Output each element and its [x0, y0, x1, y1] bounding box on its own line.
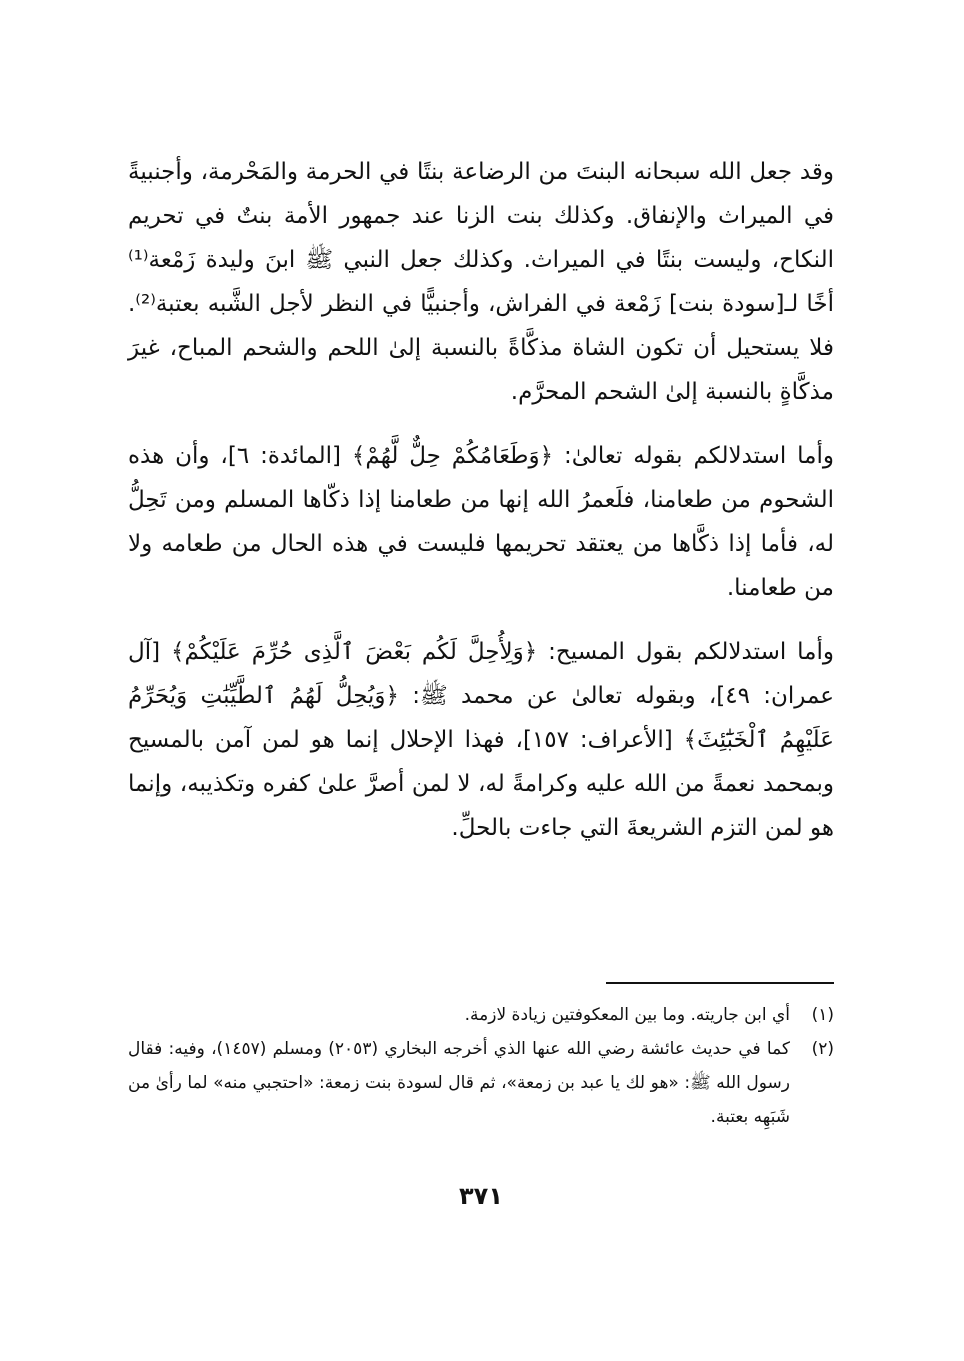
main-text [128, 150, 834, 850]
footnote-1 [128, 998, 834, 1032]
paragraph-2: وأما استدلالكم بقوله تعالىٰ: ﴿وَطَعَامُكُمْ حِلٌّ لَّهُمْ﴾ [المائدة: ٦]، وأن هذه الشحوم من طعامنا، فلَعمرُ الله إنها من طعامنا إذا ذكّاها المسلم ومن تَحِلُّ له، فأما إذا ذكَّاها من يعتقد تحريمها فليست في هذه الحال من طعامه ولا من طعامنا. [128, 443, 834, 601]
page-number: ٣٧١ [459, 1182, 503, 1210]
footnote-marker: (١) [811, 1005, 834, 1025]
document-page [128, 150, 834, 1280]
paragraph-3: وأما استدلالكم بقول المسيح: ﴿وَلِأُحِلَّ لَكُم بَعْضَ ٱلَّذِى حُرِّمَ عَلَيْكُمْ﴾ [آل عمران: ٤٩]، وبقوله تعالىٰ عن محمد ﷺ: ﴿وَيُحِلُّ لَهُمُ ٱلطَّيِّبَٰتِ وَيُحَرِّمُ عَلَيْهِمُ ٱلْخَبَٰٓئِثَ﴾ [الأعراف: ١٥٧]، فهذا الإحلال إنما هو لمن آمن بالمسيح وبمحمد نعمةً من الله عليه وكرامةً له، لا لمن أصرَّ علىٰ كفره وتكذيبه، وإنما هو لمن التزم الشريعةَ التي جاءت بالحلِّ. [128, 639, 834, 841]
footnote-text: أي ابن جاريته. وما بين المعكوفتين زيادة لازمة. [464, 1005, 790, 1025]
footnote-marker: (٢) [811, 1039, 834, 1059]
footnote-text: كما في حديث عائشة رضي الله عنها الذي أخرجه البخاري (٢٠٥٣) ومسلم (١٤٥٧)، وفيه: فقال رسول الله ﷺ: «هو لك يا عبد بن زمعة»، ثم قال لسودة بنت زمعة: «احتجبي منه» لما رأىٰ من شَبَهِه بعتبة. [128, 1039, 790, 1127]
footnote-2 [128, 1032, 834, 1134]
footnote-divider [606, 982, 834, 984]
footnotes [128, 998, 834, 1134]
paragraph-1: وقد جعل الله سبحانه البنتَ من الرضاعة بنتًا في الحرمة والمَحْرمة، وأجنبيةً في الميراث والإنفاق. وكذلك بنت الزنا عند جمهور الأمة بنتٌ في تحريم النكاح، وليست بنتًا في الميراث. وكذلك جعل النبي ﷺ ابنَ وليدة زَمْعة⁽¹⁾ أخًا لـ[سودة بنت] زَمْعة في الفراش، وأجنبيًّا في النظر لأجل الشَّبه بعتبة⁽²⁾. فلا يستحيل أن تكون الشاة مذكَّاةً بالنسبة إلىٰ اللحم والشحم المباح، غيرَ مذكَّاةٍ بالنسبة إلىٰ الشحم المحرَّم. [128, 159, 834, 405]
